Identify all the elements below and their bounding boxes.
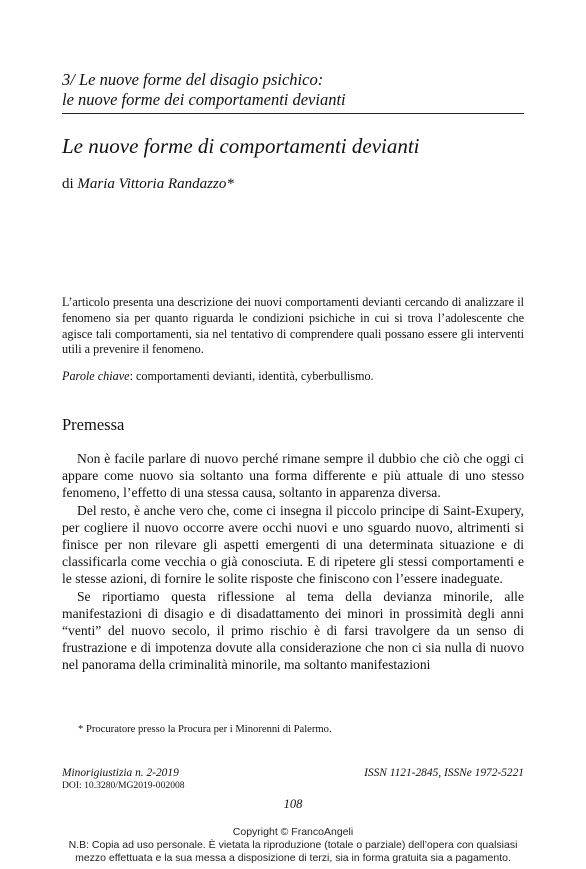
footnote: * Procuratore presso la Procura per i Minorenni di Palermo. (78, 724, 332, 735)
body-text (62, 450, 524, 674)
header-rule (62, 113, 524, 114)
keywords-text: : comportamenti devianti, identità, cyberbullismo. (129, 369, 374, 383)
usage-notice (0, 839, 586, 865)
issn: ISSN 1121-2845, ISSNe 1972-5221 (364, 767, 524, 779)
byline-prefix: di (62, 176, 78, 192)
journal-citation: Minorigiustizia n. 2-2019 (62, 767, 179, 779)
abstract: L’articolo presenta una descrizione dei nuovi comportamenti devianti cercando di analizzare il fenomeno sia per quanto riguarda le condizioni psichiche in cui si trova l’adolescente che agisce tali comportamenti, sia nel tentativo di comprendere quali possano essere gli interventi utili a prevenire il fenomeno. (62, 295, 524, 357)
author-name: Maria Vittoria Randazzo* (77, 176, 234, 192)
section-title: Premessa (62, 415, 125, 434)
body-paragraph-3: Se riportiamo questa riflessione al tema della devianza minorile, alle manifestazioni di disagio e di disadattamento dei minori in prossimità degli anni “venti” del nuovo secolo, il primo rischio è di farsi travolgere da un senso di frustrazione e di impotenza dovute alla considerazione che non ci sia nulla di nuovo nel panorama della criminalità minorile, ma soltanto manifestazioni (62, 588, 524, 673)
body-paragraph-2: Del resto, è anche vero che, come ci insegna il piccolo principe di Saint-Exupery, per cogliere il nuovo occorre avere occhi nuovi e uno sguardo nuovo, altrimenti si finisce per non rilevare gli aspetti emergenti di una determinata situazione e di classificarla come vecchia o già conosciuta. E di ripetere gli stessi comportamenti e le stesse azioni, di fornire le solite risposte che finiscono con l’essere inadeguate. (62, 502, 524, 587)
doi: DOI: 10.3280/MG2019-002008 (62, 780, 185, 791)
usage-notice-line2: mezzo effettuata e la sua messa a disposizione di terzi, sia in forma gratuita sia a pagamento. (75, 852, 511, 864)
copyright-notice: Copyright © FrancoAngeli (232, 826, 354, 838)
keywords-label: Parole chiave (62, 369, 130, 383)
page-number: 108 (283, 797, 303, 811)
keywords (62, 368, 374, 384)
section-heading (62, 70, 346, 110)
section-heading-line1: 3/ Le nuove forme del disagio psichico: (62, 70, 324, 89)
usage-notice-line1: N.B: Copia ad uso personale. È vietata la riproduzione (totale o parziale) dell’opera con qualsiasi (68, 839, 518, 851)
article-title: Le nuove forme di comportamenti devianti (62, 134, 420, 158)
byline (62, 174, 234, 194)
body-paragraph-1: Non è facile parlare di nuovo perché rimane sempre il dubbio che ciò che oggi ci appare come nuovo sia soltanto una forma differente e più attuale di uno stesso fenomeno, l’effetto di una stessa causa, soltanto in apparenza diversa. (62, 451, 524, 501)
section-heading-line2: le nuove forme dei comportamenti devianti (62, 90, 346, 109)
